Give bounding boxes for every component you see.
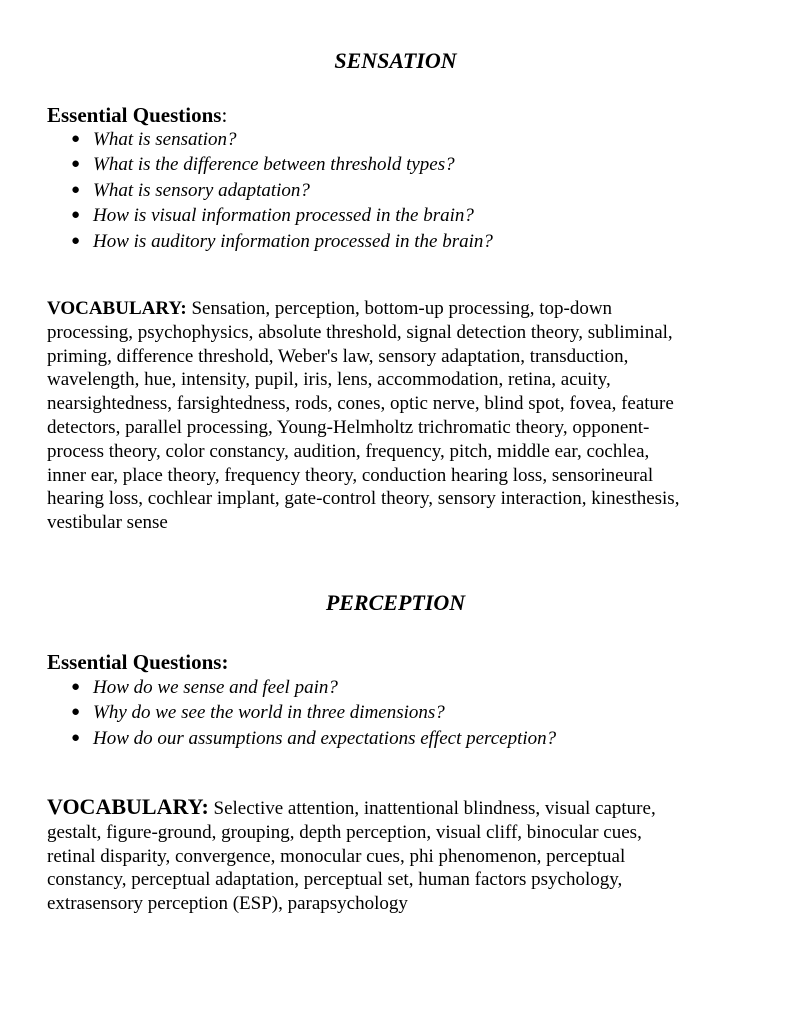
vocab-line: wavelength, hue, intensity, pupil, iris, lens, accommodation, retina, acuity, — [47, 369, 611, 391]
list-item — [47, 127, 493, 152]
perception-vocab-label: VOCABULARY: — [47, 794, 209, 819]
vocab-text: Sensation, perception, bottom-up processing, top-down — [186, 298, 613, 319]
perception-question-list — [47, 675, 556, 751]
question-text: What is sensory adaptation? — [93, 179, 310, 201]
bullet-icon: ● — [71, 156, 81, 173]
vocab-line: inner ear, place theory, frequency theory, conduction hearing loss, sensorineural — [47, 464, 654, 486]
sensation-vocabulary — [47, 297, 747, 535]
bullet-icon: ● — [71, 729, 81, 746]
vocab-line: processing, psychophysics, absolute threshold, signal detection theory, subliminal, — [47, 321, 673, 343]
list-item — [47, 178, 493, 203]
question-text: How do we sense and feel pain? — [93, 677, 338, 698]
vocab-line: process theory, color constancy, audition, frequency, pitch, middle ear, cochlea, — [47, 440, 650, 462]
list-item — [47, 203, 493, 228]
sensation-essential-questions-heading — [47, 102, 227, 128]
perception-essential-questions-heading: Essential Questions: — [47, 650, 229, 674]
bullet-icon: ● — [71, 679, 81, 695]
list-item — [47, 675, 556, 700]
question-text: What is the difference between threshold types? — [93, 154, 455, 176]
bullet-icon: ● — [71, 704, 81, 721]
vocab-line: detectors, parallel processing, Young-Helmholtz trichromatic theory, opponent- — [47, 416, 650, 438]
list-item — [47, 726, 556, 751]
vocab-line: hearing loss, cochlear implant, gate-control theory, sensory interaction, kinesthesis, — [47, 488, 680, 510]
list-item — [47, 700, 556, 725]
list-item — [47, 152, 493, 177]
sensation-question-list — [47, 127, 493, 254]
question-text: Why do we see the world in three dimensions? — [93, 702, 445, 724]
question-text: What is sensation? — [93, 129, 237, 150]
vocab-line: retinal disparity, convergence, monocular cues, phi phenomenon, perceptual — [47, 845, 626, 867]
question-text: How is auditory information processed in the brain? — [93, 230, 493, 252]
vocab-line — [47, 297, 747, 321]
sensation-eq-heading-text: Essential Questions — [47, 103, 222, 127]
bullet-icon: ● — [71, 232, 81, 249]
perception-vocabulary — [47, 795, 747, 916]
vocab-line: nearsightedness, farsightedness, rods, cones, optic nerve, blind spot, fovea, feature — [47, 393, 674, 415]
sensation-eq-colon: : — [221, 103, 228, 127]
bullet-icon: ● — [71, 207, 81, 224]
sensation-title: SENSATION — [334, 48, 457, 73]
sensation-vocab-label: VOCABULARY: — [47, 298, 187, 319]
vocab-line: vestibular sense — [47, 512, 168, 534]
bullet-icon: ● — [71, 181, 81, 198]
list-item — [47, 229, 493, 254]
question-text: How is visual information processed in the brain? — [93, 205, 474, 227]
vocab-line: constancy, perceptual adaptation, perceptual set, human factors psychology, — [47, 869, 623, 891]
vocab-line: gestalt, figure-ground, grouping, depth perception, visual cliff, binocular cues, — [47, 821, 642, 843]
vocab-text: Selective attention, inattentional blindness, visual capture, — [208, 798, 656, 819]
perception-title: PERCEPTION — [325, 590, 466, 615]
vocab-line: priming, difference threshold, Weber's law, sensory adaptation, transduction, — [47, 345, 629, 367]
question-text: How do our assumptions and expectations effect perception? — [93, 727, 557, 749]
bullet-icon: ● — [71, 131, 81, 147]
vocab-line: extrasensory perception (ESP), parapsychology — [47, 893, 408, 915]
vocab-line — [47, 795, 747, 821]
